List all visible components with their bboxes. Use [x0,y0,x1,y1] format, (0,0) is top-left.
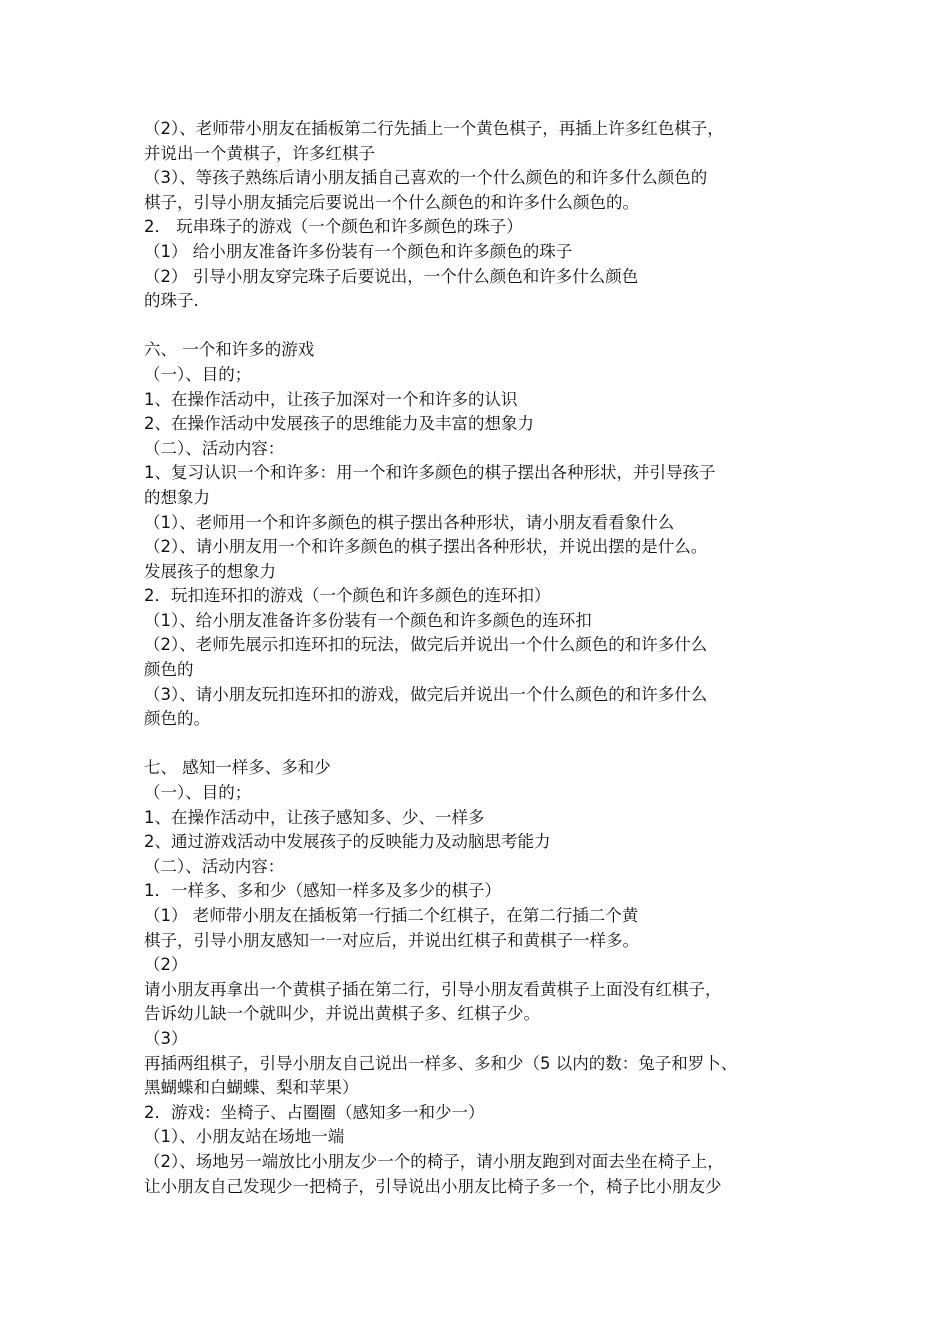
text-line: （2） 引导小朋友穿完珠子后要说出，一个什么颜色和许多什么颜色 [144,266,639,286]
text-line: 2、通过游戏活动中发展孩子的反映能力及动脑思考能力 [144,832,551,852]
text-line: （一）、目的； [144,364,252,384]
text-line: 让小朋友自己发现少一把椅子，引导说出小朋友比椅子多一个，椅子比小朋友少 [144,1176,722,1196]
text-line: 2．游戏：坐椅子、占圈圈（感知多一和少一） [144,1102,485,1122]
text-line: 发展孩子的想象力 [144,561,276,581]
text-line: 1、在操作活动中，让孩子加深对一个和许多的认识 [144,389,518,409]
text-line: 告诉幼儿缺一个就叫少，并说出黄棋子多、红棋子少。 [144,1004,540,1024]
text-line: 的珠子. [144,291,199,311]
text-line: 2、在操作活动中发展孩子的思维能力及丰富的想象力 [144,414,534,434]
text-line: （二）、活动内容： [144,438,285,458]
text-line: 颜色的。 [144,709,210,729]
text-line: （2）、老师带小朋友在插板第二行先插上一个黄色棋子，再插上许多红色棋子， [144,119,724,138]
text-line: 1、在操作活动中，让孩子感知多、少、一样多 [144,807,485,827]
text-line: 再插两组棋子，引导小朋友自己说出一样多、多和少（5 以内的数：兔子和罗卜、 [144,1053,738,1073]
text-line: （1）、给小朋友准备许多份装有一个颜色和许多颜色的连环扣 [144,610,592,630]
text-line: （3）、等孩子熟练后请小朋友插自己喜欢的一个什么颜色的和许多什么颜色的 [144,168,708,188]
text-line: （1）、小朋友站在场地一端 [144,1127,345,1147]
text-line: 请小朋友再拿出一个黄棋子插在第二行，引导小朋友看黄棋子上面没有红棋子， [144,979,722,999]
text-line: 的想象力 [144,487,210,507]
text-line: （一）、目的； [144,783,252,803]
blank-line [144,732,816,757]
text-line: 黑蝴蝶和白蝴蝶、梨和苹果） [144,1078,359,1098]
text-line: 棋子，引导小朋友感知一一对应后，并说出红棋子和黄棋子一样多。 [144,930,639,950]
text-line: 2． 玩串珠子的游戏（一个颜色和许多颜色的珠子） [144,217,523,237]
text-line: （2）、场地另一端放比小朋友少一个的椅子，请小朋友跑到对面去坐在椅子上， [144,1151,724,1171]
text-line: 1．一样多、多和少（感知一样多及多少的棋子） [144,881,501,901]
text-line: 颜色的 [144,660,194,680]
text-line: （1）、老师用一个和许多颜色的棋子摆出各种形状，请小朋友看看象什么 [144,512,675,532]
text-line: 并说出一个黄棋子，许多红棋子 [144,143,375,163]
text-line: （3）、请小朋友玩扣连环扣的游戏，做完后并说出一个什么颜色的和许多什么 [144,684,708,704]
section-heading: 七、 感知一样多、多和少 [144,758,331,778]
section-heading: 六、 一个和许多的游戏 [144,340,315,360]
text-line: 2．玩扣连环扣的游戏（一个颜色和许多颜色的连环扣） [144,586,551,606]
text-line: （1） 老师带小朋友在插板第一行插二个红棋子，在第二行插二个黄 [144,906,639,925]
text-line: 1、复习认识一个和许多：用一个和许多颜色的棋子摆出各种形状，并引导孩子 [144,463,716,483]
text-line: （1） 给小朋友准备许多份装有一个颜色和许多颜色的珠子 [144,241,573,261]
text-line: （2）、老师先展示扣连环扣的玩法，做完后并说出一个什么颜色的和许多什么 [144,635,708,655]
text-line: 棋子，引导小朋友插完后要说出一个什么颜色的和许多什么颜色的。 [144,192,639,212]
blank-line [144,314,816,339]
text-line: （3） [144,1028,188,1048]
document-body [144,117,816,1199]
text-line: （2） [144,955,188,975]
text-line: （二）、活动内容： [144,856,285,876]
text-line: （2）、请小朋友用一个和许多颜色的棋子摆出各种形状，并说出摆的是什么。 [144,537,708,557]
